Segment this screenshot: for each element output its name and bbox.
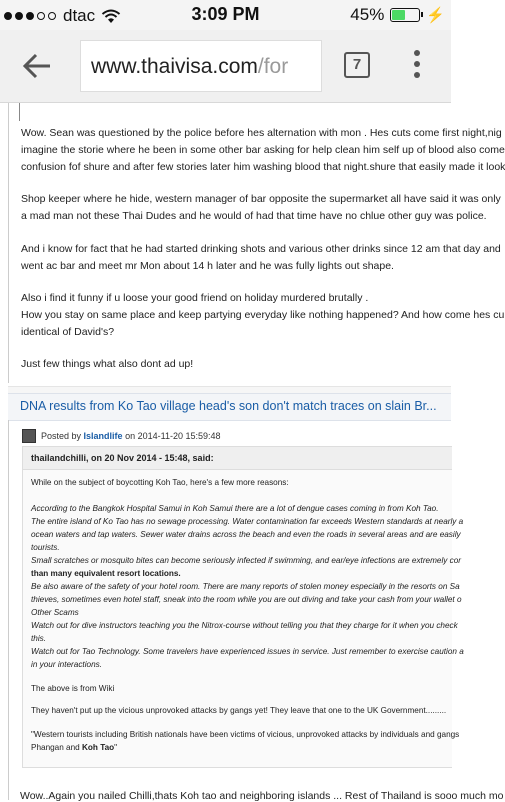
quote-text: "Western tourists including British nationals have been victims of vicious, unprovoked attacks by individuals and gangs	[31, 730, 460, 739]
post-text: confusion fof shure and after few stories later him washing blood that night.shure that easily made it look	[21, 161, 505, 173]
posted-by-label: Posted by	[41, 431, 82, 441]
address-bar[interactable]	[80, 40, 322, 92]
reply-text: Wow..Again you nailed Chilli,thats Koh tao and neighboring islands ... Rest of Thailand is sooo much mo	[20, 790, 504, 802]
charging-bolt-icon: ⚡	[426, 7, 445, 24]
battery-icon	[390, 8, 420, 22]
quote-text: in your interactions.	[31, 660, 102, 669]
quote-text: They haven't put up the vicious unprovoked attacks by gangs yet! They leave that one to the UK Government.........	[31, 706, 447, 715]
quote-text: Phangan and Koh Tao"	[31, 743, 118, 752]
quote-author: thailandchilli, on 20 Nov 2014 - 15:48, said:	[31, 453, 214, 463]
post-text: How you stay on same place and keep partying everyday like nothing happened? And how come hes cu	[21, 309, 505, 321]
topic-link-bar	[8, 393, 451, 421]
quote-text: Be also aware of the safety of your hotel room. There are many reports of stolen money especially in the resorts on Sa	[31, 582, 460, 591]
quote-text: Other Scams	[31, 608, 79, 617]
post-date: on 2014-11-20 15:59:48	[125, 431, 221, 441]
quote-text: Small scratches or mosquito bites can become seriously infected if swimming, and ear/eye infections are extremely cor	[31, 556, 462, 565]
tab-switcher-button[interactable]: 7	[344, 52, 370, 78]
post-text: imagine the storie where he been in some other bar asking for help clean him self up of blood also come	[21, 144, 505, 156]
author-link[interactable]: Islandlife	[83, 431, 123, 441]
url-text: www.thaivisa.com/for	[91, 55, 289, 78]
clock: 3:09 PM	[191, 4, 260, 24]
post-text: Just few things what also dont ad up!	[21, 358, 194, 370]
browser-toolbar	[0, 30, 451, 103]
quote-text: The above is from Wiki	[31, 684, 115, 693]
quote-text: According to the Bangkok Hospital Samui in Koh Samui there are a lot of dengue cases coming in from Koh Tao.	[31, 504, 439, 513]
post-text: And i know for fact that he had started drinking shots and various other drinks since 12 am that day and	[21, 243, 501, 255]
quote-text: this.	[31, 634, 47, 643]
post-text: Shop keeper where he hide, western manager of bar opposite the supermarket all have said it was only	[21, 193, 501, 205]
quote-text: thieves, sometimes even hotel staff, sneak into the room while you are out diving and take your cash from your wallet o	[31, 595, 462, 604]
post-text: went ac bar and meet mr Mon about 14 h later and he was fully lights out shape.	[21, 260, 394, 272]
quote-edge	[19, 103, 20, 121]
quote-header	[23, 447, 452, 470]
back-arrow-icon[interactable]	[22, 52, 52, 80]
quote-block	[22, 446, 464, 768]
battery-percent: 45%	[350, 5, 385, 24]
overflow-menu-icon[interactable]	[414, 50, 422, 82]
quote-text: tourists.	[31, 543, 60, 552]
battery-status	[350, 5, 445, 25]
carrier-name: dtac	[63, 6, 96, 25]
quote-text: While on the subject of boycotting Koh Tao, here's a few more reasons:	[31, 478, 289, 487]
post-text: identical of David's?	[21, 326, 115, 338]
quote-text: ocean waters and tap waters. Sewer water drains across the beach and even the roads in several areas and are easily	[31, 530, 461, 539]
quote-text: The entire island of Ko Tao has no sewage processing. Water contamination far exceeds Western standards at nearly a	[31, 517, 464, 526]
quote-text: Watch out for Tao Technology. Some travelers have experienced issues in service. Just remember to exercise caution a	[31, 647, 464, 656]
page-content	[0, 103, 505, 802]
post-text: Also i find it funny if u loose your good friend on holiday murdered brutally .	[21, 292, 369, 304]
post-text: Wow. Sean was questioned by the police before hes alternation with mon . Hes cuts come first night,nig	[21, 127, 502, 139]
status-bar	[0, 0, 451, 30]
user-avatar-icon[interactable]	[22, 429, 36, 443]
post-meta	[22, 429, 221, 443]
topic-title-link[interactable]: DNA results from Ko Tao village head's son don't match traces on slain Br...	[20, 399, 437, 413]
quote-text: Watch out for dive instructors teaching you the Nitrox-course without telling you that they charge for it when you check	[31, 621, 458, 630]
quote-bold-text: than many equivalent resort locations.	[31, 569, 181, 578]
forum-post	[8, 103, 505, 383]
post-text: a mad man not these Thai Dudes and he would of had that time have no chlue other guy was police.	[21, 210, 487, 222]
